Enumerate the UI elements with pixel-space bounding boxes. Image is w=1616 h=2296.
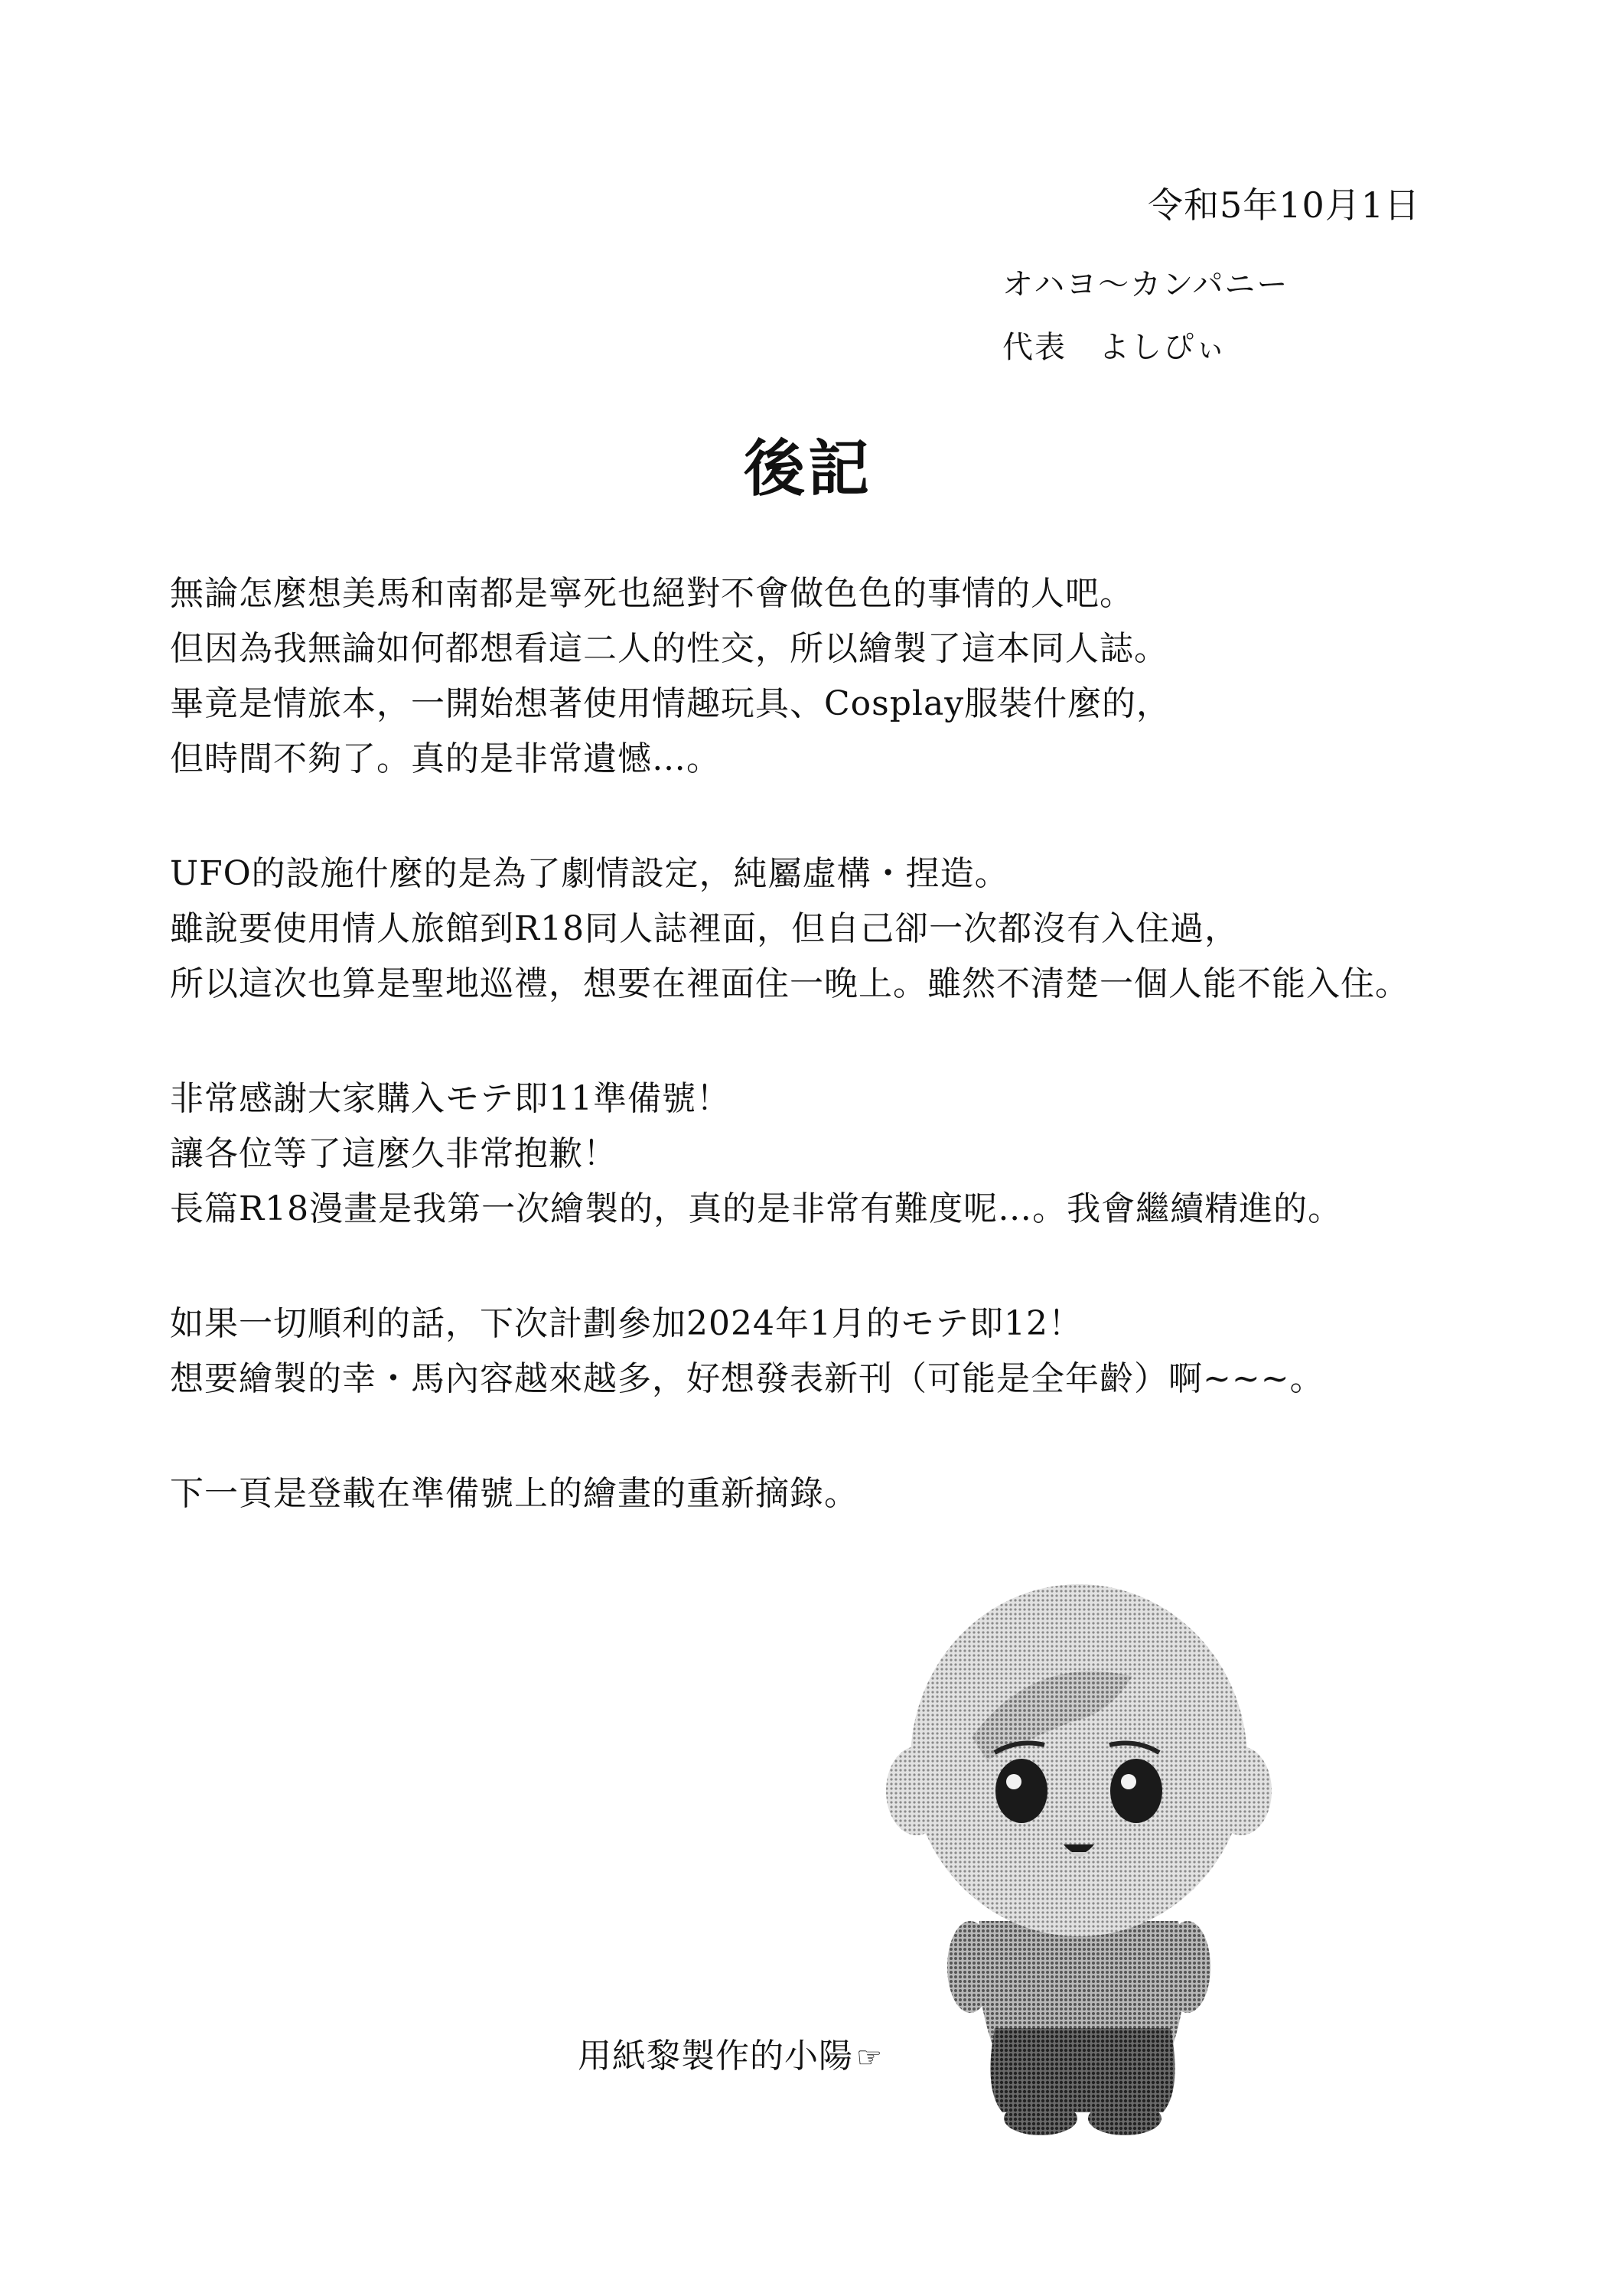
- text-line: 如果一切順利的話，下次計劃參加2024年1月的モテ即12！: [170, 1304, 1083, 1343]
- text-line: 但因為我無論如何都想看這二人的性交，所以繪製了這本同人誌。: [170, 629, 1168, 668]
- text-line: 所以這次也算是聖地巡禮，想要在裡面住一晚上。雖然不清楚一個人能不能入住。: [170, 964, 1409, 1003]
- paragraph: [170, 1071, 1517, 1237]
- company-name: オハヨ〜カンパニー: [1002, 267, 1289, 302]
- text-line: UFO的設施什麼的是為了劇情設定，純屬虛構・捏造。: [170, 854, 1009, 893]
- paragraph: [170, 1466, 1517, 1521]
- caption-text: 用紙黎製作的小陽: [578, 2037, 853, 2076]
- text-line: 下一頁是登載在準備號上的繪畫的重新摘錄。: [170, 1474, 858, 1513]
- date: 令和5年10月1日: [1148, 184, 1421, 226]
- text-line: 讓各位等了這麼久非常抱歉！: [170, 1134, 617, 1173]
- paragraph: [170, 566, 1517, 787]
- paragraph: [170, 846, 1517, 1012]
- text-line: 雖說要使用情人旅館到R18同人誌裡面，但自己卻一次都沒有入住過，: [170, 909, 1240, 948]
- paragraph: [170, 1296, 1517, 1407]
- text-line: 畢竟是情旅本，一開始想著使用情趣玩具、Cosplay服裝什麼的，: [170, 684, 1171, 723]
- text-line: 想要繪製的幸・馬內容越來越多，好想發表新刊（可能是全年齡）啊~~~。: [170, 1359, 1324, 1398]
- text-line: 無論怎麼想美馬和南都是寧死也絕對不會做色色的事情的人吧。: [170, 574, 1134, 613]
- representative: 代表 よしぴぃ: [1002, 330, 1227, 365]
- photo-caption: [578, 2028, 883, 2077]
- body-text: [170, 566, 1517, 1581]
- text-line: 非常感謝大家購入モテ即11準備號！: [170, 1079, 731, 1118]
- text-line: 但時間不夠了。真的是非常遺憾…。: [170, 739, 721, 778]
- plush-photo: [880, 1561, 1278, 2143]
- page-title: 後記: [744, 432, 872, 504]
- text-line: 長篇R18漫畫是我第一次繪製的，真的是非常有難度呢…。我會繼續精進的。: [170, 1189, 1343, 1228]
- pointing-hand-icon: ☞: [856, 2040, 884, 2074]
